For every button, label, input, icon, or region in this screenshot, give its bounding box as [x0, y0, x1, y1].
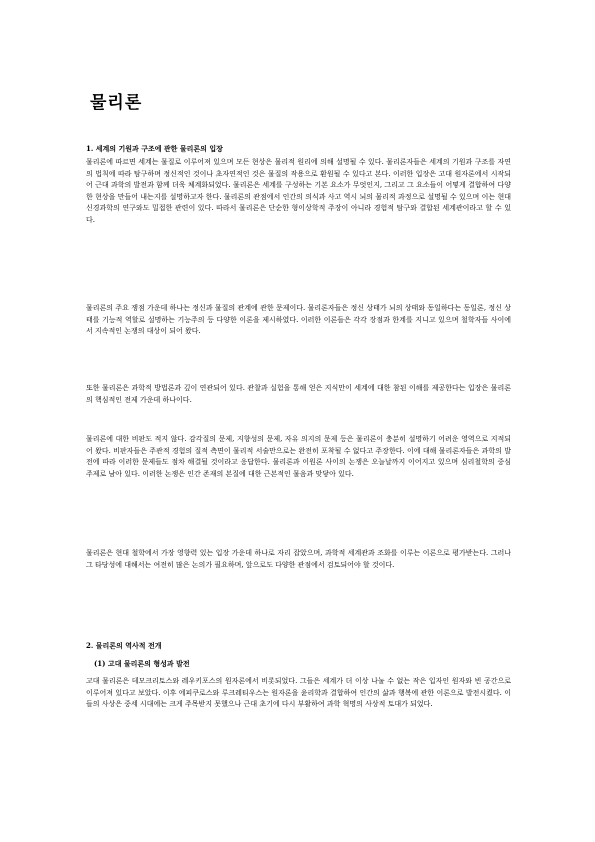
section-heading: 2. 물리론의 역사적 전개 [86, 641, 162, 650]
body-paragraph: 물리론은 현대 철학에서 가장 영향력 있는 입장 가운데 하나로 자리 잡았으며, 과학적 세계관과 조화를 이루는 이론으로 평가받는다. 그러나 그 타당성에 대해서는 여전히 많은 논의가 필요하며, 앞으로도 다양한 관점에서 검토되어야 할 것이다. [86, 549, 511, 569]
body-paragraph: 물리론에 대한 비판도 적지 않다. 감각질의 문제, 지향성의 문제, 자유 의지의 문제 등은 물리론이 충분히 설명하기 어려운 영역으로 지적되어 왔다. 비판자들은 주관적 경험의 질적 측면이 물리적 서술만으로는 완전히 포착될 수 없다고 주장한다. 이에 대해 물리론자들은 과학의 발전에 따라 이러한 문제들도 점차 해결될 것이라고 응답한다. 물리론과 이원론 사이의 논쟁은 오늘날까지 이어지고 있으며 심리철학의 중심 주제로 남아 있다. 이러한 논쟁은 인간 존재의 본질에 대한 근본적인 물음과 맞닿아 있다. [86, 435, 511, 478]
document-title: 물리론 [90, 93, 143, 113]
subsection-heading: (1) 고대 물리론의 형성과 발전 [94, 659, 190, 668]
body-paragraph: 물리론에 따르면 세계는 물질로 이루어져 있으며 모든 현상은 물리적 원리에 의해 설명될 수 있다. 물리론자들은 세계의 기원과 구조를 자연의 법칙에 따라 탐구하며 정신적인 것이나 초자연적인 것은 물질의 작용으로 환원될 수 있다고 본다. 이러한 입장은 고대 원자론에서 시작되어 근대 과학의 발전과 함께 더욱 체계화되었다. 물리론은 세계를 구성하는 기본 요소가 무엇인지, 그리고 그 요소들이 어떻게 결합하여 다양한 현상을 만들어 내는지를 설명하고자 한다. 물리론의 관점에서 인간의 의식과 사고 역시 뇌의 물리적 과정으로 설명될 수 있으며 이는 현대 신경과학의 연구와도 밀접한 관련이 있다. 따라서 물리론은 단순한 형이상학적 주장이 아니라 경험적 탐구와 결합된 세계관이라고 할 수 있다. [86, 158, 511, 224]
section-heading: 1. 세계의 기원과 구조에 관한 물리론의 입장 [86, 144, 223, 153]
body-paragraph: 또한 물리론은 과학적 방법론과 깊이 연관되어 있다. 관찰과 실험을 통해 얻은 지식만이 세계에 대한 참된 이해를 제공한다는 입장은 물리론의 핵심적인 전제 가운데 하나이다. [86, 384, 511, 404]
body-paragraph: 물리론의 주요 쟁점 가운데 하나는 정신과 물질의 관계에 관한 문제이다. 물리론자들은 정신 상태가 뇌의 상태와 동일하다는 동일론, 정신 상태를 기능적 역할로 설명하는 기능주의 등 다양한 이론을 제시하였다. 이러한 이론들은 각각 장점과 한계를 지니고 있으며 철학자들 사이에서 지속적인 논쟁의 대상이 되어 왔다. [86, 304, 511, 336]
body-paragraph: 고대 물리론은 데모크리토스와 레우키포스의 원자론에서 비롯되었다. 그들은 세계가 더 이상 나눌 수 없는 작은 입자인 원자와 빈 공간으로 이루어져 있다고 보았다. 이후 에피쿠로스와 루크레티우스는 원자론을 윤리학과 결합하여 인간의 삶과 행복에 관한 이론으로 발전시켰다. 이들의 사상은 중세 시대에는 크게 주목받지 못했으나 근대 초기에 다시 부활하여 과학 혁명의 사상적 토대가 되었다. [86, 677, 511, 709]
